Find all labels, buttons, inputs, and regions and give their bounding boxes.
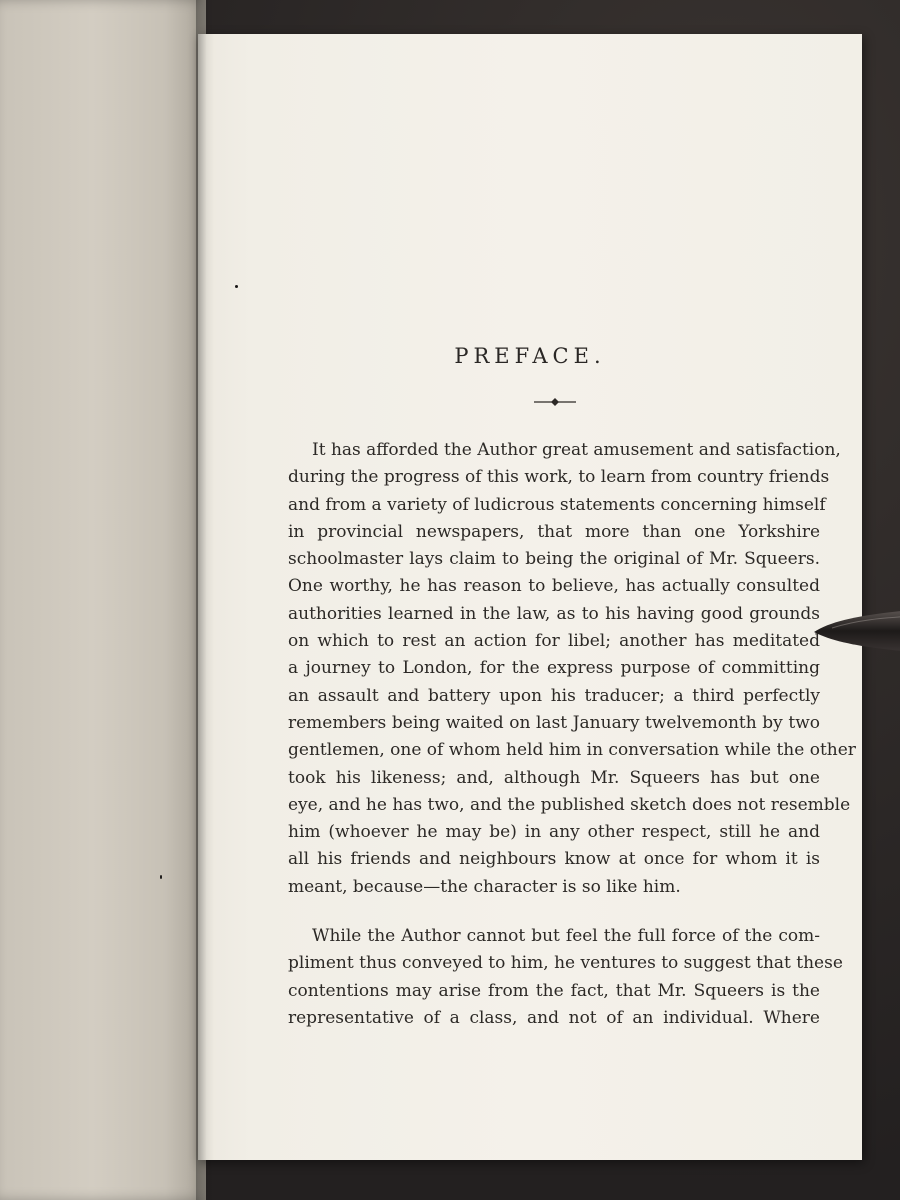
page-pointer-icon <box>812 606 900 656</box>
text-line: him (whoever he may be) in any other respect, still he and <box>288 822 820 843</box>
text-line: While the Author cannot but feel the full force of the com- <box>312 926 820 947</box>
book-gutter-shadow <box>196 0 214 1200</box>
paper-speck <box>235 285 238 288</box>
text-line: One worthy, he has reason to believe, has actually consulted <box>288 576 820 597</box>
text-line: an assault and battery upon his traducer; a third perfectly <box>288 685 820 706</box>
text-line: on which to rest an action for libel; another has meditated <box>288 631 820 652</box>
paragraph-1 <box>288 437 856 901</box>
text-line: remembers being waited on last January twelvemonth by two <box>288 712 820 733</box>
ornament-rule-icon <box>534 397 576 407</box>
text-line: during the progress of this work, to learn from country friends <box>288 467 830 488</box>
text-line: gentlemen, one of whom held him in conversation while the other <box>288 740 856 761</box>
text-line: all his friends and neighbours know at once for whom it is <box>288 849 820 870</box>
paragraph-gap <box>288 901 820 923</box>
text-line: meant, because—the character is so like him. <box>288 876 681 897</box>
text-line: representative of a class, and not of an individual. Where <box>288 1007 820 1028</box>
text-line: and from a variety of ludicrous statements concerning himself <box>288 494 826 515</box>
text-line: pliment thus conveyed to him, he ventures to suggest that these <box>288 953 843 974</box>
paragraph-2 <box>288 923 843 1032</box>
text-line: contentions may arise from the fact, that Mr. Squeers is the <box>288 980 820 1001</box>
page-title: PREFACE. <box>454 344 606 368</box>
text-line: authorities learned in the law, as to his having good grounds <box>288 603 820 624</box>
text-line: eye, and he has two, and the published sketch does not resemble <box>288 794 851 815</box>
preface-text <box>288 437 856 1032</box>
left-page-blank <box>0 0 206 1200</box>
text-line: a journey to London, for the express purpose of committing <box>288 658 820 679</box>
text-line: took his likeness; and, although Mr. Squeers has but one <box>288 767 820 788</box>
text-line: It has afforded the Author great amusement and satisfaction, <box>312 440 841 460</box>
paper-speck <box>160 875 162 879</box>
text-line: schoolmaster lays claim to being the original of Mr. Squeers. <box>288 549 820 570</box>
text-line: in provincial newspapers, that more than one Yorkshire <box>288 521 820 542</box>
